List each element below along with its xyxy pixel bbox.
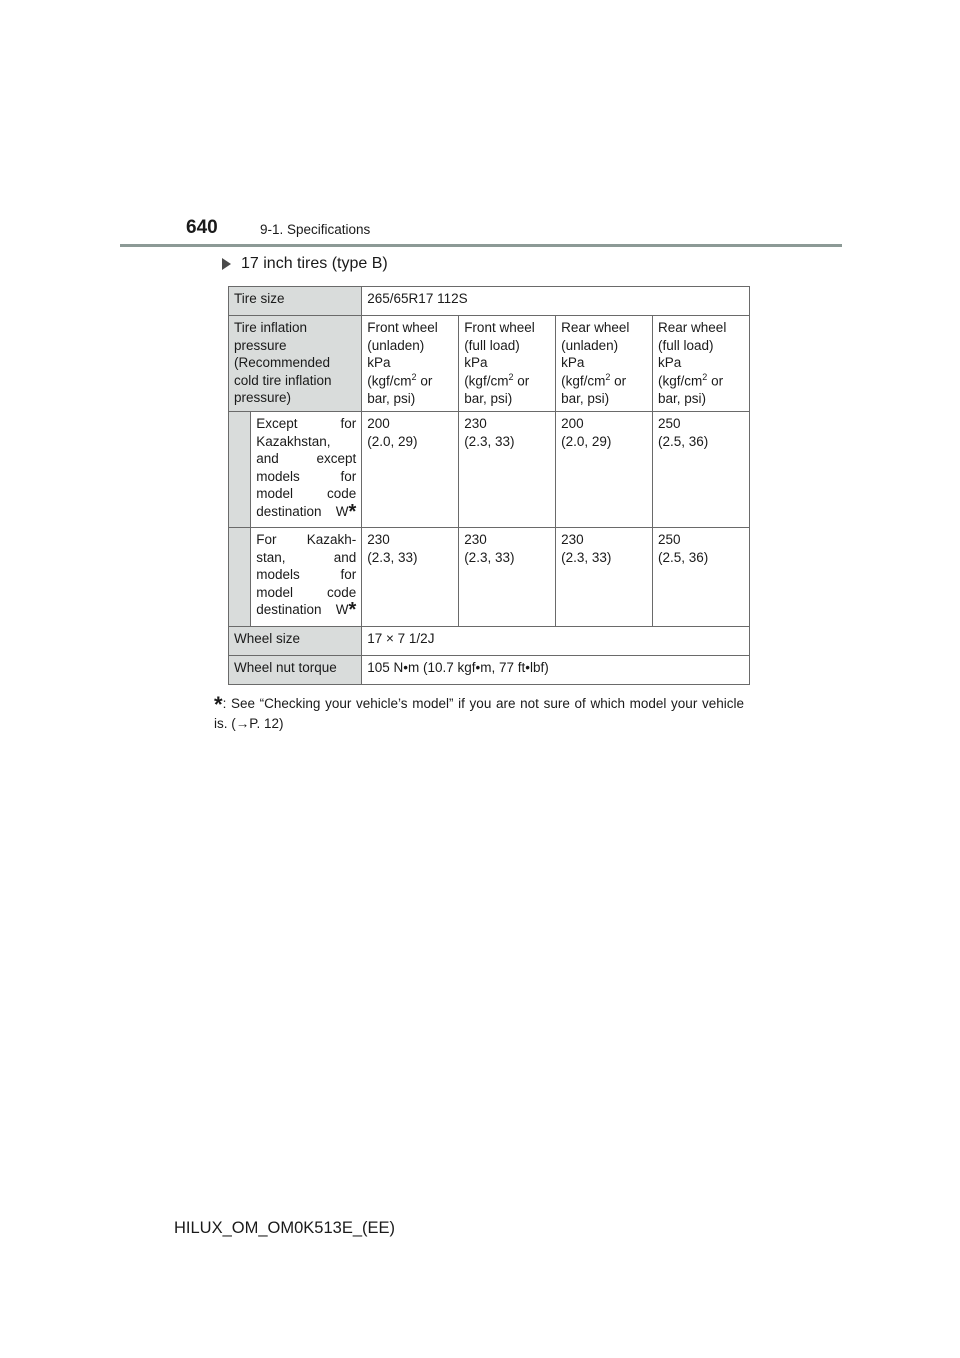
indent-cell: [229, 528, 251, 627]
table-row: [229, 287, 750, 316]
pressure-value: 250 (2.5, 36): [653, 528, 750, 627]
pressure-value: 200 (2.0, 29): [556, 412, 653, 528]
pressure-value: 230 (2.3, 33): [362, 528, 459, 627]
wheel-size-value: 17 × 7 1/2J: [362, 627, 750, 656]
inflation-label: Tire inflation pressure (Recommended cold tire inflation pressure): [229, 316, 362, 412]
asterisk-icon: *: [214, 692, 223, 717]
pressure-value: 230 (2.3, 33): [556, 528, 653, 627]
row-label: For Kazakh- stan, and models for model code destination W*: [251, 528, 362, 627]
column-header: Front wheel (unladen) kPa ($kgf/cm^2$ or bar, psi): [362, 316, 459, 412]
subsection-heading: [222, 255, 388, 273]
indent-cell: [229, 412, 251, 528]
wheel-size-label: Wheel size: [229, 627, 362, 656]
footnote-text: : See “Checking your vehicle’s model” if you are not sure of which model your vehicle is. (→P. 12): [214, 696, 744, 732]
document-code: HILUX_OM_OM0K513E_(EE): [174, 1219, 396, 1237]
table-row: [229, 316, 750, 412]
tire-spec-table: [228, 286, 750, 685]
triangle-bullet-icon: [222, 258, 231, 270]
column-header: Rear wheel (unladen) kPa ($kgf/cm^2$ or bar, psi): [556, 316, 653, 412]
footnote: [214, 694, 744, 735]
table-row: [229, 627, 750, 656]
pressure-value: 250 (2.5, 36): [653, 412, 750, 528]
table-row: [229, 412, 750, 528]
table-row: [229, 528, 750, 627]
section-title: 9-1. Specifications: [260, 222, 371, 237]
pressure-value: 200 (2.0, 29): [362, 412, 459, 528]
pressure-value: 230 (2.3, 33): [459, 528, 556, 627]
nut-torque-value: 105 N•m (10.7 kgf•m, 77 ft•lbf): [362, 656, 750, 685]
pressure-value: 230 (2.3, 33): [459, 412, 556, 528]
column-header: Front wheel (full load) kPa ($kgf/cm^2$ or bar, psi): [459, 316, 556, 412]
tire-size-value: 265/65R17 112S: [362, 287, 750, 316]
nut-torque-label: Wheel nut torque: [229, 656, 362, 685]
column-header: Rear wheel (full load) kPa ($kgf/cm^2$ or bar, psi): [653, 316, 750, 412]
table-row: [229, 656, 750, 685]
row-label: Except for Kazakhstan, and except models for model code destination W*: [251, 412, 362, 528]
heading-text: 17 inch tires (type B): [241, 255, 388, 272]
header-rule: [120, 244, 842, 247]
tire-size-label: Tire size: [229, 287, 362, 316]
page-number: 640: [186, 217, 218, 238]
